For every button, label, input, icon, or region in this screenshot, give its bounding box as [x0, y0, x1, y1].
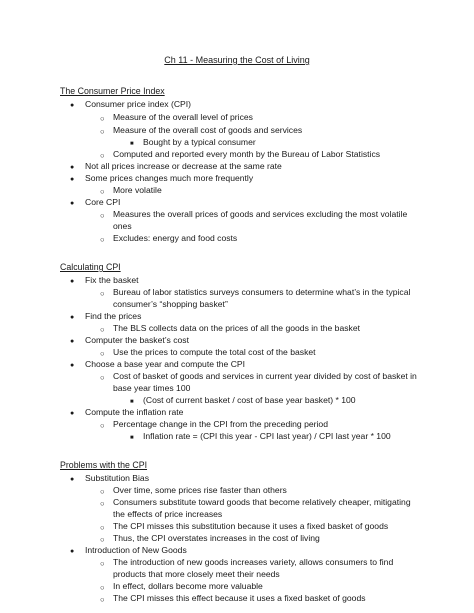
- bullet-circle-icon: ○: [100, 535, 105, 544]
- bullet-disc-icon: ●: [70, 338, 75, 345]
- list-item-continuation: consumer’s “shopping basket”: [113, 299, 228, 309]
- list-item: Computer the basket’s cost: [85, 335, 189, 345]
- bullet-disc-icon: ●: [70, 476, 75, 483]
- list-item: Fix the basket: [85, 275, 139, 285]
- bullet-disc-icon: ●: [70, 362, 75, 369]
- list-item: Bought by a typical consumer: [143, 137, 256, 147]
- bullet-circle-icon: ○: [100, 523, 105, 532]
- bullet-circle-icon: ○: [100, 114, 105, 123]
- list-item-continuation: the effects of price increases: [113, 509, 223, 519]
- bullet-circle-icon: ○: [100, 289, 105, 298]
- list-item: The CPI misses this effect because it uses a fixed basket of goods: [113, 593, 366, 603]
- bullet-circle-icon: ○: [100, 127, 105, 136]
- bullet-disc-icon: ●: [70, 102, 75, 109]
- bullet-circle-icon: ○: [100, 235, 105, 244]
- bullet-disc-icon: ●: [70, 410, 75, 417]
- bullet-circle-icon: ○: [100, 595, 105, 604]
- list-item: The introduction of new goods increases variety, allows consumers to find: [113, 557, 394, 567]
- bullet-circle-icon: ○: [100, 211, 105, 220]
- bullet-disc-icon: ●: [70, 278, 75, 285]
- bullet-circle-icon: ○: [100, 487, 105, 496]
- bullet-circle-icon: ○: [100, 499, 105, 508]
- section-heading: Calculating CPI: [60, 262, 121, 272]
- section-heading: The Consumer Price Index: [60, 86, 165, 96]
- list-item: Some prices changes much more frequently: [85, 173, 254, 183]
- list-item: Bureau of labor statistics surveys consumers to determine what’s in the typical: [113, 287, 411, 297]
- list-item: Introduction of New Goods: [85, 545, 187, 555]
- bullet-square-icon: ■: [130, 399, 134, 405]
- list-item: Thus, the CPI overstates increases in the cost of living: [113, 533, 320, 543]
- bullet-circle-icon: ○: [100, 349, 105, 358]
- list-item: Substitution Bias: [85, 473, 150, 483]
- bullet-circle-icon: ○: [100, 325, 105, 334]
- bullet-disc-icon: ●: [70, 314, 75, 321]
- bullet-circle-icon: ○: [100, 373, 105, 382]
- list-item: The BLS collects data on the prices of all the goods in the basket: [113, 323, 360, 333]
- list-item-continuation: base year times 100: [113, 383, 191, 393]
- list-item: Excludes: energy and food costs: [113, 233, 238, 243]
- list-item: Choose a base year and compute the CPI: [85, 359, 246, 369]
- list-item: Measures the overall prices of goods and services excluding the most volatile: [113, 209, 408, 219]
- bullet-square-icon: ■: [130, 435, 134, 441]
- list-item: Find the prices: [85, 311, 142, 321]
- bullet-circle-icon: ○: [100, 187, 105, 196]
- list-item: The CPI misses this substitution because it uses a fixed basket of goods: [113, 521, 389, 531]
- list-item: Measure of the overall cost of goods and services: [113, 125, 303, 135]
- bullet-circle-icon: ○: [100, 583, 105, 592]
- list-item: (Cost of current basket / cost of base year basket) * 100: [143, 395, 356, 405]
- list-item: Over time, some prices rise faster than others: [113, 485, 287, 495]
- bullet-disc-icon: ●: [70, 548, 75, 555]
- list-item: Compute the inflation rate: [85, 407, 184, 417]
- list-item: Inflation rate = (CPI this year - CPI last year) / CPI last year * 100: [143, 431, 391, 441]
- list-item-continuation: ones: [113, 221, 132, 231]
- list-item: More volatile: [113, 185, 162, 195]
- list-item: Computed and reported every month by the Bureau of Labor Statistics: [113, 149, 381, 159]
- bullet-disc-icon: ●: [70, 176, 75, 183]
- bullet-disc-icon: ●: [70, 164, 75, 171]
- bullet-circle-icon: ○: [100, 559, 105, 568]
- page-title: Ch 11 - Measuring the Cost of Living: [164, 55, 310, 65]
- list-item: Cost of basket of goods and services in current year divided by cost of basket in: [113, 371, 417, 381]
- list-item: Core CPI: [85, 197, 121, 207]
- list-item: Use the prices to compute the total cost of the basket: [113, 347, 316, 357]
- list-item: In effect, dollars become more valuable: [113, 581, 263, 591]
- section-heading: Problems with the CPI: [60, 460, 148, 470]
- list-item: Consumer price index (CPI): [85, 99, 192, 109]
- list-item: Percentage change in the CPI from the preceding period: [113, 419, 328, 429]
- list-item: Measure of the overall level of prices: [113, 112, 253, 122]
- bullet-circle-icon: ○: [100, 421, 105, 430]
- list-item: Consumers substitute toward goods that become relatively cheaper, mitigating: [113, 497, 411, 507]
- list-item-continuation: products that more closely meet their needs: [113, 569, 280, 579]
- bullet-disc-icon: ●: [70, 200, 75, 207]
- bullet-square-icon: ■: [130, 141, 134, 147]
- bullet-circle-icon: ○: [100, 151, 105, 160]
- list-item: Not all prices increase or decrease at the same rate: [85, 161, 282, 171]
